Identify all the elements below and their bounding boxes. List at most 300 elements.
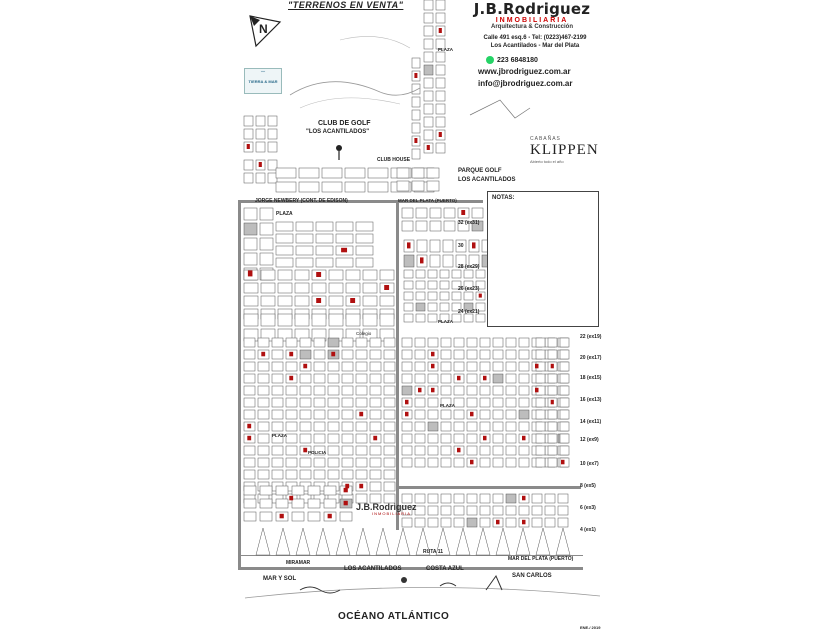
lot (296, 258, 313, 267)
lot (276, 258, 293, 267)
lot (454, 434, 464, 443)
lot (272, 338, 283, 347)
lot (328, 470, 339, 479)
lot (260, 486, 272, 495)
street-label: 30 (458, 243, 464, 249)
lot (363, 283, 377, 293)
lot (506, 386, 516, 395)
lot (558, 518, 568, 527)
lot (412, 97, 420, 107)
klippen-name: KLIPPEN (530, 142, 599, 158)
lot (548, 446, 557, 455)
sold-mark (359, 484, 363, 489)
lot (412, 58, 420, 68)
lot (415, 518, 425, 527)
sold-mark (483, 436, 487, 441)
lot (506, 494, 516, 503)
lot (441, 362, 451, 371)
lot (454, 458, 464, 467)
lot (286, 410, 297, 419)
lot (415, 398, 425, 407)
notes-label: NOTAS: (492, 195, 515, 201)
lot (558, 494, 568, 503)
lot (519, 386, 529, 395)
golf-course-outline (300, 98, 400, 108)
lot (316, 246, 333, 255)
street-label: 28 (ex29) (458, 264, 480, 270)
lot (356, 458, 367, 467)
lot (314, 458, 325, 467)
lot (292, 512, 304, 521)
lot (428, 506, 438, 515)
lot (292, 486, 304, 495)
lot (404, 292, 413, 300)
street-label: 14 (ex11) (580, 419, 602, 425)
lot (416, 303, 425, 311)
sold-mark (247, 424, 251, 429)
north-label: N (259, 22, 268, 36)
lot (441, 494, 451, 503)
sold-mark (461, 210, 465, 215)
lot (467, 494, 477, 503)
lot (493, 338, 503, 347)
lot (454, 506, 464, 515)
coast-lot-wedge (296, 528, 310, 555)
road-east-lower (396, 486, 581, 489)
watermark-brand: J.B.Rodriguez (356, 502, 417, 512)
coast-lot-wedge (376, 528, 390, 555)
lot (300, 434, 311, 443)
lot (443, 240, 453, 252)
lot (278, 314, 292, 326)
street-label: 16 (ex13) (580, 397, 602, 403)
sold-mark (316, 298, 321, 303)
brand-block (462, 0, 602, 30)
lot (560, 338, 569, 347)
lot (286, 386, 297, 395)
lot (314, 434, 325, 443)
lot (436, 143, 445, 153)
lot (244, 283, 258, 293)
lot (286, 422, 297, 431)
lot (467, 398, 477, 407)
lot (286, 338, 297, 347)
lot (402, 374, 412, 383)
lot (276, 222, 293, 231)
lot (314, 422, 325, 431)
lot (260, 499, 272, 508)
sold-mark (427, 145, 430, 150)
klippen-small-label: CABAÑAS (530, 136, 561, 142)
lot (384, 482, 395, 491)
lot (404, 255, 414, 267)
address-text: Calle 491 esq.6 - Tel: (0223)467-2199 (483, 35, 587, 41)
lot (272, 458, 283, 467)
lot (402, 362, 412, 371)
lot (428, 446, 438, 455)
lot (328, 398, 339, 407)
lot (436, 52, 445, 62)
lot (428, 338, 438, 347)
beach-costa-azul: COSTA AZUL (426, 566, 464, 572)
ocean-label: OCÉANO ATLÁNTICO (338, 611, 450, 622)
lot (428, 314, 437, 322)
lot (314, 470, 325, 479)
lot (356, 422, 367, 431)
lot (368, 168, 388, 178)
date-label: ENE./ 2019 (580, 625, 601, 630)
lot (314, 374, 325, 383)
sold-mark (247, 144, 250, 149)
lot (424, 65, 433, 75)
lot (397, 168, 409, 178)
lot (258, 458, 269, 467)
lot (402, 221, 413, 231)
lot (519, 398, 529, 407)
lot (428, 434, 438, 443)
kite-icon (401, 577, 407, 583)
lot (424, 78, 433, 88)
lot (454, 494, 464, 503)
lot (356, 470, 367, 479)
lot (299, 182, 319, 192)
lot (356, 434, 367, 443)
lot (272, 398, 283, 407)
lot (519, 338, 529, 347)
lot (493, 434, 503, 443)
lot (272, 446, 283, 455)
lot (328, 458, 339, 467)
lot (261, 314, 275, 326)
lot (467, 374, 477, 383)
lot (467, 362, 477, 371)
lot (295, 314, 309, 326)
lot (560, 362, 569, 371)
lot (244, 253, 257, 265)
lot (329, 270, 343, 280)
klippen-tagline: Abierto todo el año (530, 159, 564, 164)
lot (519, 506, 529, 515)
lot (428, 398, 438, 407)
lot (312, 283, 326, 293)
lot (342, 362, 353, 371)
lot (384, 410, 395, 419)
lot (430, 221, 441, 231)
sold-mark (551, 400, 554, 405)
lot (363, 314, 377, 326)
website-link[interactable]: www.jbrodriguez.com.ar (478, 67, 571, 76)
lot (464, 292, 473, 300)
lot (384, 350, 395, 359)
lot (532, 494, 542, 503)
lot (356, 258, 373, 267)
sold-mark (405, 412, 409, 417)
web-block (478, 66, 572, 90)
sold-mark (405, 400, 409, 405)
sold-mark (470, 460, 474, 465)
lot (467, 338, 477, 347)
lot (560, 422, 569, 431)
lot (244, 296, 258, 306)
lot (428, 494, 438, 503)
brand-subtitle: INMOBILIARIA (495, 17, 569, 24)
lot (322, 182, 342, 192)
email-link[interactable]: info@jbrodriguez.com.ar (478, 79, 573, 88)
sold-mark (289, 352, 293, 357)
lot (427, 181, 439, 191)
lot (436, 13, 445, 23)
lot (278, 283, 292, 293)
lot (532, 506, 542, 515)
lot (436, 91, 445, 101)
sold-mark (479, 294, 482, 298)
lot (244, 458, 255, 467)
lot (480, 422, 490, 431)
sold-mark (344, 501, 348, 506)
sold-mark (522, 520, 526, 525)
sold-mark (345, 484, 349, 489)
lot (356, 446, 367, 455)
lot (416, 281, 425, 289)
lot (322, 168, 342, 178)
club-house-label: CLUB HOUSE (377, 157, 411, 163)
lot (336, 258, 353, 267)
lot (342, 386, 353, 395)
lot (295, 283, 309, 293)
lot (356, 246, 373, 255)
lot (342, 446, 353, 455)
lot (443, 255, 453, 267)
lot (356, 386, 367, 395)
lot (384, 446, 395, 455)
lot (415, 446, 425, 455)
lot (519, 362, 529, 371)
lot (441, 350, 451, 359)
lot (441, 386, 451, 395)
brand-tagline: Arquitectura & Construcción (490, 24, 573, 30)
lot (272, 374, 283, 383)
lot (545, 518, 555, 527)
lot (295, 296, 309, 306)
whatsapp-number: 223 6848180 (497, 56, 538, 64)
lot (441, 434, 451, 443)
coast-lot-wedge (276, 528, 290, 555)
lot (244, 374, 255, 383)
brand-name: J.B.Rodriguez (473, 0, 591, 18)
lot (428, 458, 438, 467)
lot (324, 499, 336, 508)
lot (493, 494, 503, 503)
lot (441, 410, 451, 419)
lot (560, 410, 569, 419)
lot (342, 470, 353, 479)
lot (329, 314, 343, 326)
notes-box (487, 191, 599, 327)
lot (506, 398, 516, 407)
lot (412, 123, 420, 133)
lot (441, 518, 451, 527)
lot (261, 270, 275, 280)
lot (404, 314, 413, 322)
lot (436, 104, 445, 114)
lot (244, 223, 257, 235)
sold-mark (384, 285, 389, 290)
sold-mark (535, 364, 539, 369)
street-label: 8 (ex5) (580, 483, 596, 489)
lot (430, 240, 440, 252)
lot (402, 386, 412, 395)
lot (467, 422, 477, 431)
coast-lot-wedge (336, 528, 350, 555)
lot (454, 410, 464, 419)
golf-course-outline (290, 82, 420, 95)
sold-mark (248, 270, 253, 276)
lot (558, 506, 568, 515)
lot (342, 410, 353, 419)
lot (258, 410, 269, 419)
road-center (396, 200, 399, 530)
lot (436, 78, 445, 88)
lot (300, 458, 311, 467)
lot (428, 518, 438, 527)
lot (308, 486, 320, 495)
lot (342, 350, 353, 359)
beach-mar-y-sol: MAR Y SOL (263, 576, 297, 582)
lot (370, 386, 381, 395)
lot (548, 374, 557, 383)
lot (412, 181, 424, 191)
lot (328, 362, 339, 371)
lot (480, 458, 490, 467)
lot (441, 374, 451, 383)
lot (256, 129, 265, 139)
lot (452, 292, 461, 300)
lot (258, 398, 269, 407)
sold-mark (344, 488, 348, 493)
lot (560, 374, 569, 383)
lot (336, 222, 353, 231)
lot (416, 314, 425, 322)
lot (424, 0, 433, 10)
lot (345, 182, 365, 192)
lot (467, 518, 477, 527)
street-label: 4 (ex1) (580, 527, 596, 533)
coast-lot-wedge (356, 528, 370, 555)
lot (480, 518, 490, 527)
sold-mark (414, 138, 417, 143)
lot (415, 434, 425, 443)
lot (260, 238, 273, 250)
lot (440, 292, 449, 300)
lot (436, 0, 445, 10)
whatsapp-icon (486, 56, 494, 64)
lot (464, 270, 473, 278)
lot (467, 434, 477, 443)
lot (548, 338, 557, 347)
lot (276, 234, 293, 243)
lot (412, 110, 420, 120)
lot (428, 281, 437, 289)
lot (260, 223, 273, 235)
lot (454, 398, 464, 407)
lot (452, 314, 461, 322)
page-title: "TERRENOS EN VENTA" (288, 0, 404, 10)
lot (268, 129, 277, 139)
lot (356, 350, 367, 359)
lot (493, 410, 503, 419)
lot (308, 512, 320, 521)
lot (342, 338, 353, 347)
lot (436, 65, 445, 75)
lot (272, 422, 283, 431)
mdp-puerto-top-label: MAR DEL PLATA (PUERTO) (398, 198, 457, 203)
sold-mark (431, 352, 435, 357)
lot (506, 458, 516, 467)
golf-course-outline (340, 36, 410, 48)
lot (454, 386, 464, 395)
lot (536, 446, 545, 455)
lot (342, 434, 353, 443)
lot (328, 374, 339, 383)
badge-wave-icon: 〰 (261, 69, 265, 74)
lot (493, 398, 503, 407)
plaza-label-2: PLAZA (438, 47, 453, 52)
lot (464, 314, 473, 322)
lot (300, 398, 311, 407)
lot (436, 117, 445, 127)
swimmer-icon (440, 583, 456, 586)
lot (356, 398, 367, 407)
lot (286, 470, 297, 479)
coast-lot-wedge (536, 528, 550, 555)
lot (256, 142, 265, 152)
lot (244, 446, 255, 455)
lot (428, 303, 437, 311)
lot (328, 434, 339, 443)
lot (441, 458, 451, 467)
lot (346, 283, 360, 293)
sold-mark (457, 376, 461, 381)
sold-mark (439, 28, 442, 33)
lot (424, 91, 433, 101)
lot (380, 314, 394, 326)
lot (329, 283, 343, 293)
lot (370, 350, 381, 359)
lot (424, 39, 433, 49)
lot (356, 374, 367, 383)
lot (258, 374, 269, 383)
colegio-label: Colegio (356, 331, 372, 336)
lot (272, 362, 283, 371)
lot (480, 338, 490, 347)
lot (340, 512, 352, 521)
lot (278, 270, 292, 280)
sold-mark (414, 73, 417, 78)
lot (506, 374, 516, 383)
lot (493, 362, 503, 371)
lot (384, 422, 395, 431)
lot (548, 458, 557, 467)
street-label: 20 (ex17) (580, 355, 602, 361)
lot (286, 362, 297, 371)
lot (286, 446, 297, 455)
lot (404, 281, 413, 289)
lot (244, 314, 258, 326)
lot (415, 458, 425, 467)
lot (417, 240, 427, 252)
lot (440, 270, 449, 278)
plaza-label-4: PLAZA (440, 403, 455, 408)
